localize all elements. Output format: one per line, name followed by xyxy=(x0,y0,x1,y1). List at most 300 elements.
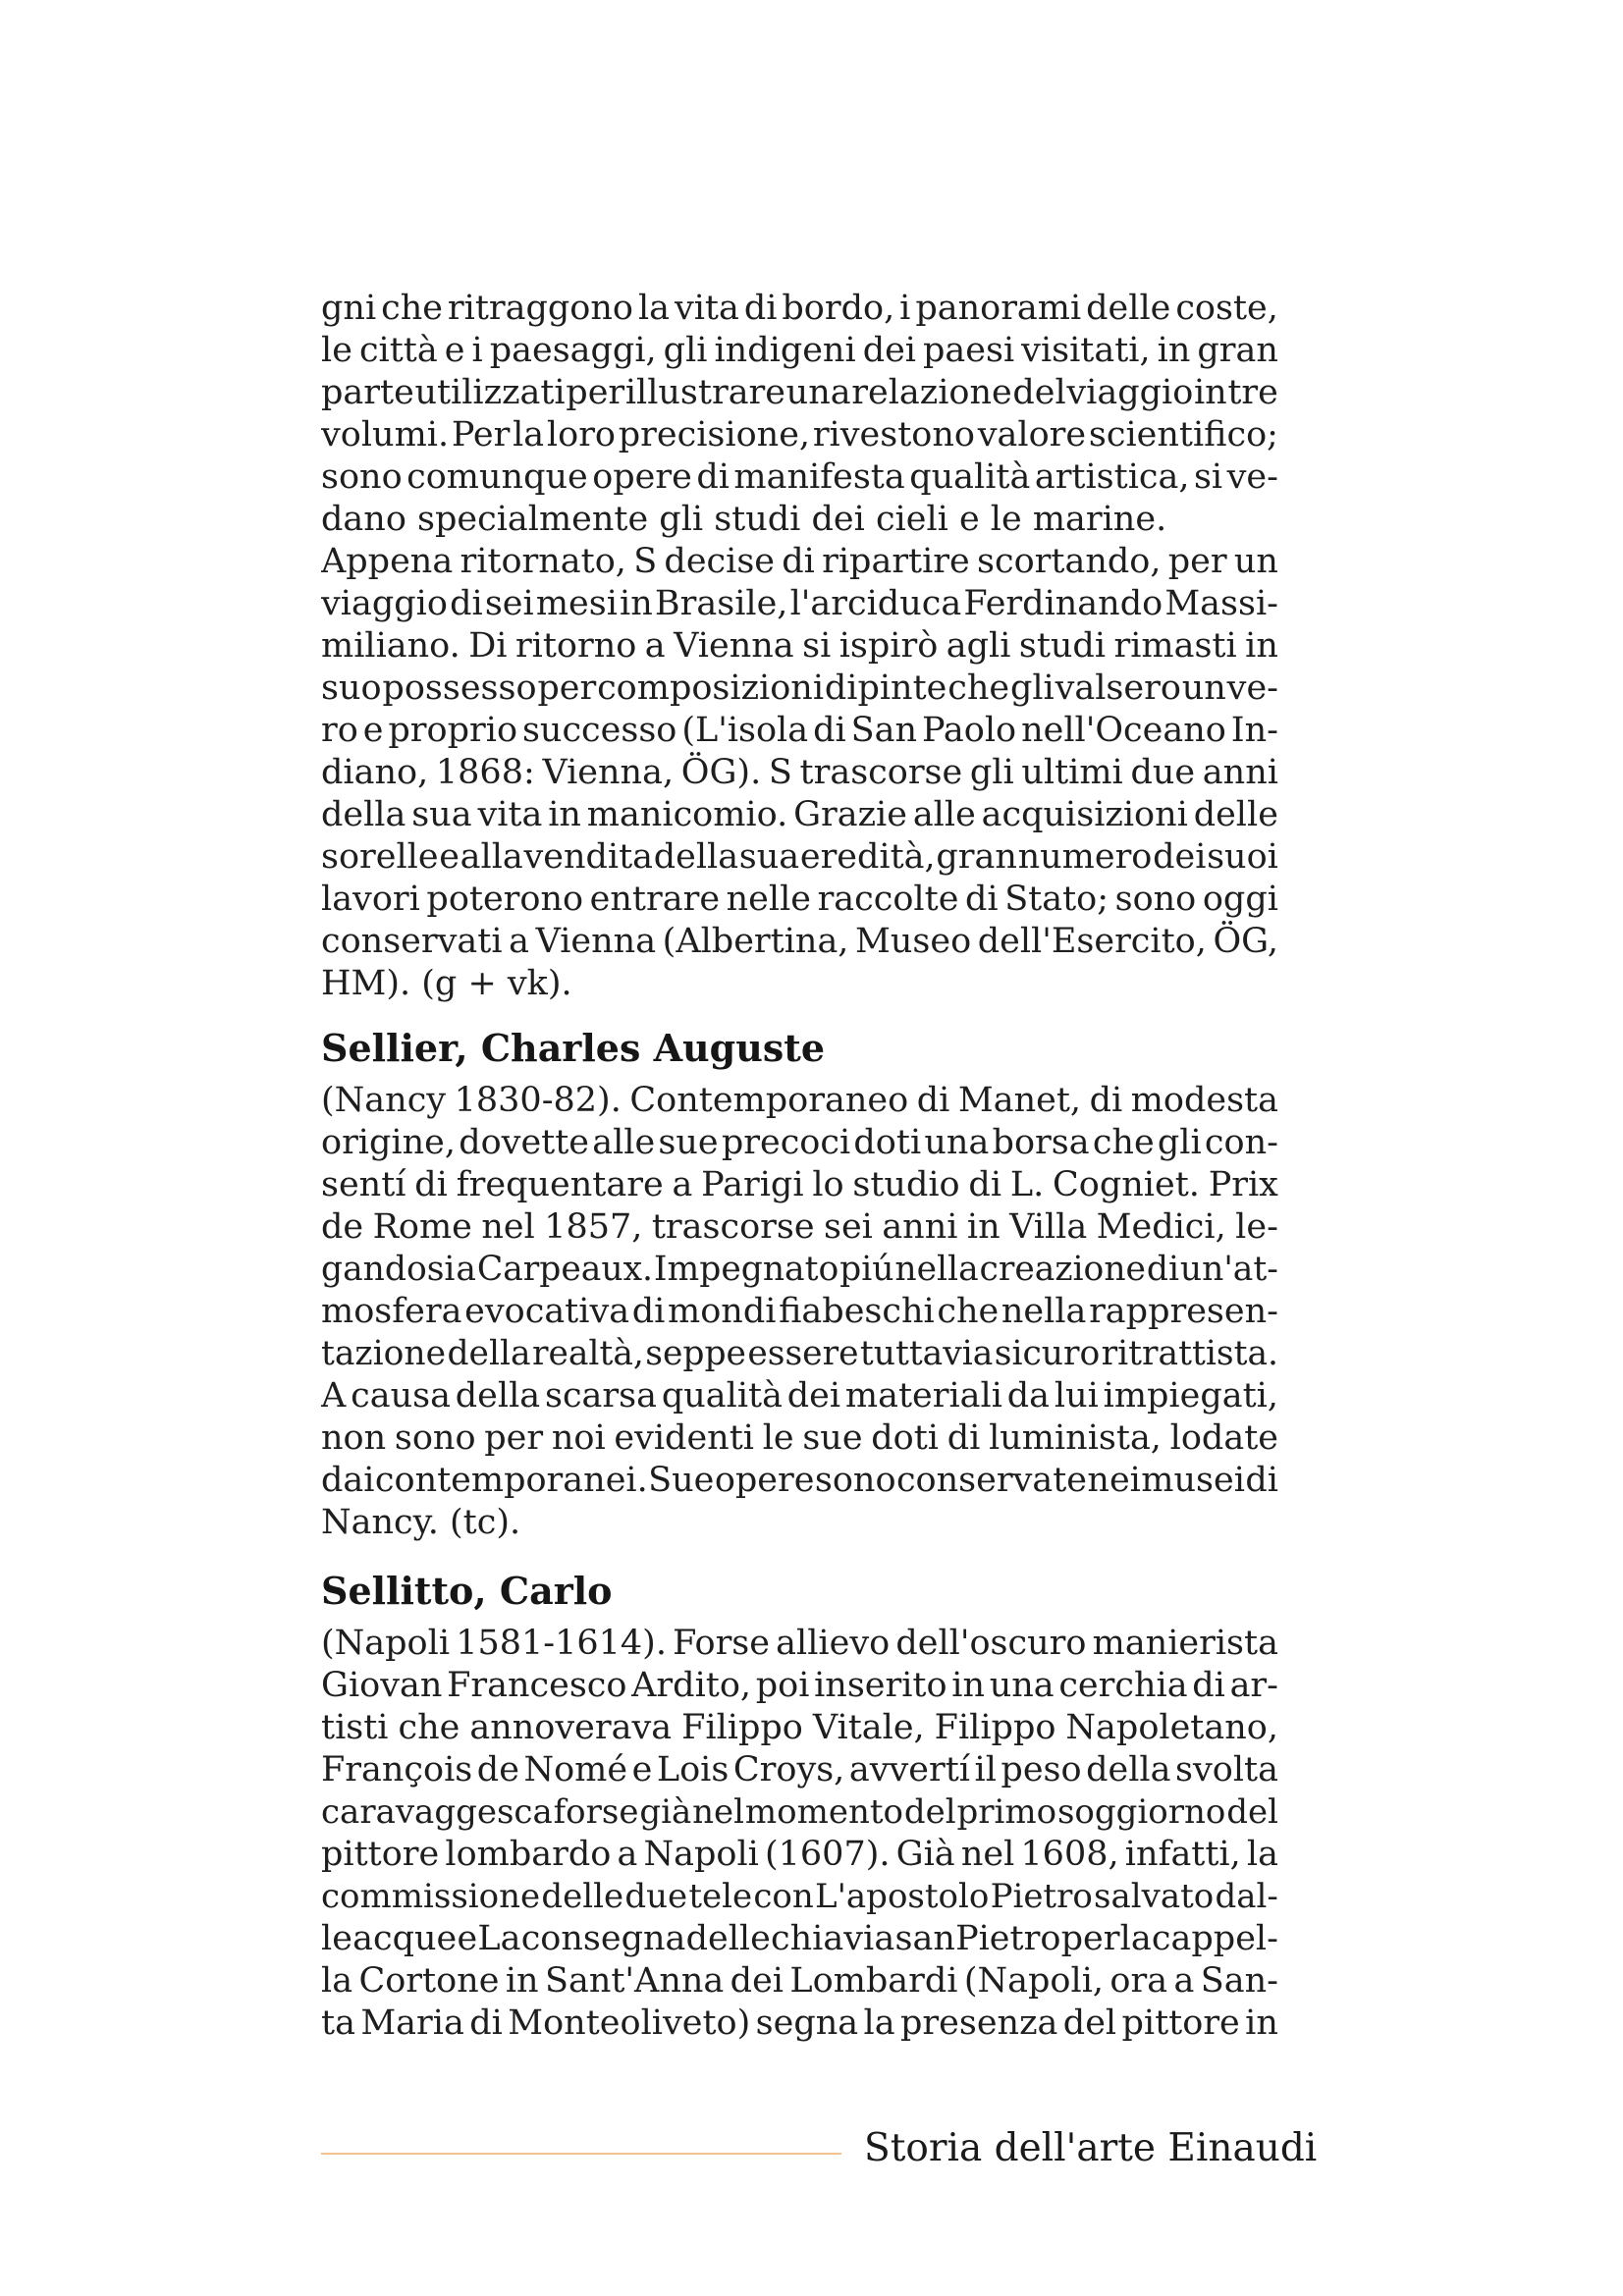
text-line xyxy=(321,287,1278,330)
word: proprio xyxy=(388,711,518,750)
word: (L'isola xyxy=(681,711,809,750)
word: Lombardi xyxy=(789,1961,958,2001)
word: composizioni xyxy=(597,668,825,708)
word: un'at- xyxy=(1179,1250,1278,1289)
word: 1830-82). xyxy=(454,1081,622,1120)
word: panorami xyxy=(915,289,1082,328)
word: di xyxy=(1245,1461,1278,1500)
word: delle xyxy=(541,1877,624,1916)
word: Napoletano, xyxy=(1065,1708,1278,1747)
word: rivestono xyxy=(812,415,975,454)
word: contemporanei. xyxy=(374,1461,648,1500)
word: da xyxy=(1006,1376,1051,1415)
word: la xyxy=(321,1961,353,2001)
text-line xyxy=(321,582,1278,625)
word: già xyxy=(639,1792,692,1832)
word: materiali xyxy=(844,1376,1002,1415)
word: gli xyxy=(1157,1123,1202,1162)
word: valsero xyxy=(1055,668,1181,708)
word: modesta xyxy=(1130,1081,1278,1120)
word: impiegati, xyxy=(1103,1376,1278,1415)
word: Stato; xyxy=(1004,880,1109,919)
word: i xyxy=(899,289,911,328)
word: Pietro xyxy=(990,1877,1093,1916)
word: paesi xyxy=(923,331,1015,370)
text-line xyxy=(321,413,1278,456)
word: trascorse xyxy=(651,1207,815,1247)
word: che xyxy=(381,289,443,328)
word: decise xyxy=(664,542,776,581)
word: due xyxy=(1130,753,1196,792)
word: sei xyxy=(824,1207,873,1247)
word: la xyxy=(637,289,671,328)
word: in xyxy=(966,1207,1001,1247)
word: di xyxy=(1192,1666,1225,1705)
word: qualità xyxy=(661,1376,783,1415)
word: luminista, xyxy=(989,1418,1162,1458)
text-line xyxy=(321,1664,1278,1707)
word: segna xyxy=(755,2003,859,2043)
word: in xyxy=(1245,2003,1278,2043)
word: le xyxy=(321,1919,352,1958)
word: de xyxy=(476,1750,519,1789)
word: Cortone xyxy=(358,1961,500,2001)
word: primo xyxy=(956,1792,1057,1832)
word: Già xyxy=(895,1835,955,1874)
word: delle xyxy=(1193,795,1278,834)
word: ta xyxy=(321,2003,355,2043)
word: nelle xyxy=(726,880,811,919)
word: indigeni xyxy=(714,331,856,370)
word: non xyxy=(321,1418,387,1458)
word: della xyxy=(653,837,739,877)
text-line xyxy=(321,1163,1278,1206)
word: Carpeaux. xyxy=(476,1250,653,1289)
word: sono xyxy=(814,1461,896,1500)
word: Ferdinando xyxy=(963,584,1163,623)
text-line xyxy=(321,793,1278,836)
word: e xyxy=(362,711,384,750)
word: piú xyxy=(839,1250,894,1289)
word: nel xyxy=(481,1207,535,1247)
word: cerchia xyxy=(1058,1666,1188,1705)
word: gni xyxy=(321,289,377,328)
word: Appena xyxy=(321,542,454,581)
word: pittore xyxy=(1121,2003,1240,2043)
word: Francesco xyxy=(447,1666,627,1705)
word: Brasile, xyxy=(654,584,788,623)
word: parte xyxy=(321,373,414,412)
word: diano, xyxy=(321,753,429,792)
word: nell'Oceano xyxy=(1021,711,1226,750)
text-line xyxy=(321,878,1278,921)
text-line: HM). (g + vk). xyxy=(321,964,572,1003)
text-line xyxy=(321,2002,1278,2045)
word: la xyxy=(863,2003,895,2043)
word: Vienna xyxy=(674,626,794,666)
word: precisione, xyxy=(618,415,811,454)
word: conservati xyxy=(321,922,503,961)
text-line xyxy=(321,1959,1278,2002)
word: peso xyxy=(1001,1750,1082,1789)
word: in xyxy=(505,1961,539,2001)
word: 1581-1614). xyxy=(456,1624,667,1663)
word: le xyxy=(762,1418,794,1458)
text-line xyxy=(321,1706,1278,1749)
word: Manet, xyxy=(957,1081,1082,1120)
word: ultimi xyxy=(1021,753,1123,792)
word: loro xyxy=(546,415,616,454)
word: le xyxy=(321,331,352,370)
word: con xyxy=(753,1877,814,1916)
word: Sant'Anna xyxy=(544,1961,725,2001)
word: de xyxy=(321,1207,364,1247)
text-line xyxy=(321,371,1278,414)
word: a xyxy=(874,1919,895,1958)
text-line xyxy=(321,1459,1278,1502)
word: Filippo xyxy=(934,1708,1056,1747)
word: della xyxy=(321,795,406,834)
word: dai xyxy=(321,1461,375,1500)
word: ritornato, xyxy=(460,542,626,581)
word: dell'Esercito, xyxy=(977,922,1207,961)
footer-title: Storia dell'arte Einaudi xyxy=(864,2126,1318,2170)
word: illustrare xyxy=(624,373,786,412)
word: suoi xyxy=(1207,837,1278,877)
text-line xyxy=(321,1875,1278,1918)
word: del xyxy=(1226,1792,1278,1832)
word: nella xyxy=(1001,1292,1087,1331)
word: caravaggesca xyxy=(321,1792,553,1832)
word: Massi- xyxy=(1164,584,1278,623)
word: eredità, xyxy=(799,837,936,877)
word: creazione xyxy=(979,1250,1146,1289)
word: 1857, xyxy=(544,1207,643,1247)
word: dei xyxy=(1153,837,1207,877)
word: realtà, xyxy=(531,1334,644,1373)
word: comunque xyxy=(406,457,588,497)
text-line xyxy=(321,1079,1278,1122)
word: 1868: xyxy=(435,753,535,792)
word: evidenti xyxy=(614,1418,754,1458)
word: sua xyxy=(738,837,800,877)
word: Vitale, xyxy=(812,1708,925,1747)
word: trascorse xyxy=(799,753,963,792)
word: oggi xyxy=(1202,880,1278,919)
word: S xyxy=(768,753,792,792)
word: per xyxy=(537,668,597,708)
word: Grazie xyxy=(793,795,907,834)
word: di xyxy=(947,1418,981,1458)
word: gli xyxy=(663,331,708,370)
word: dovette xyxy=(459,1123,590,1162)
word: Paolo xyxy=(921,711,1017,750)
text-line xyxy=(321,1790,1278,1834)
word: Contemporaneo xyxy=(629,1081,909,1120)
word: evocativa xyxy=(464,1292,630,1331)
word: Cogniet. xyxy=(1053,1165,1200,1204)
word: di xyxy=(696,457,730,497)
word: rappresen- xyxy=(1089,1292,1278,1331)
word: del xyxy=(1062,2003,1117,2043)
word: rimasti xyxy=(1113,626,1237,666)
word: gran xyxy=(936,837,1017,877)
word: noi xyxy=(551,1418,606,1458)
word: alla xyxy=(460,837,523,877)
word: le- xyxy=(1235,1207,1278,1247)
word: volumi. xyxy=(321,415,450,454)
word: della xyxy=(447,1334,531,1373)
word: di xyxy=(968,1165,1002,1204)
word: si xyxy=(802,626,832,666)
word: essere xyxy=(747,1334,859,1373)
text-line xyxy=(321,1917,1278,1960)
word: sentí xyxy=(321,1165,406,1204)
word: delle xyxy=(1086,289,1171,328)
word: momento xyxy=(744,1792,903,1832)
word: vendita xyxy=(523,837,654,877)
word: di xyxy=(916,1081,950,1120)
text-line xyxy=(321,540,1278,583)
word: che xyxy=(947,668,1010,708)
word: viaggio xyxy=(1066,373,1194,412)
word: commissione xyxy=(321,1877,541,1916)
word: nella xyxy=(894,1250,979,1289)
word: la xyxy=(1119,1919,1152,1958)
word: per xyxy=(484,1418,544,1458)
word: sono xyxy=(394,1418,476,1458)
text-line xyxy=(321,1290,1278,1333)
word: bordo, xyxy=(782,289,895,328)
word: alle xyxy=(912,795,976,834)
word: di xyxy=(1089,1081,1123,1120)
word: manicomio. xyxy=(586,795,788,834)
word: successo xyxy=(521,711,677,750)
word: presenza xyxy=(900,2003,1058,2043)
word: sua xyxy=(411,795,472,834)
word: doti xyxy=(871,1418,940,1458)
word: nel xyxy=(960,1835,1015,1874)
word: ritraggono xyxy=(447,289,633,328)
word: cappel- xyxy=(1151,1919,1278,1958)
word: borsa xyxy=(992,1123,1090,1162)
word: della xyxy=(455,1376,541,1415)
word: qualità xyxy=(909,457,1031,497)
word: san xyxy=(894,1919,955,1958)
word: ripartire xyxy=(822,542,970,581)
word: delle xyxy=(685,1919,771,1958)
word: valore xyxy=(977,415,1087,454)
word: annoverava xyxy=(469,1708,673,1747)
word: conservate xyxy=(895,1461,1087,1500)
word: e xyxy=(439,837,460,877)
word: Vienna, xyxy=(542,753,675,792)
word: inserito xyxy=(814,1666,947,1705)
word: L'apostolo xyxy=(814,1877,990,1916)
word: in xyxy=(1193,373,1227,412)
word: lombardo xyxy=(445,1835,612,1874)
word: frequentare xyxy=(456,1165,664,1204)
word: (Albertina, xyxy=(662,922,849,961)
text-line xyxy=(321,455,1278,499)
text-line xyxy=(321,1748,1278,1791)
word: tele xyxy=(688,1877,753,1916)
text-line xyxy=(321,751,1278,794)
word: studio xyxy=(852,1165,960,1204)
word: Pietro xyxy=(955,1919,1061,1958)
word: Medici, xyxy=(1096,1207,1226,1247)
word: una xyxy=(989,1666,1055,1705)
word: i xyxy=(471,331,483,370)
word: per xyxy=(1167,542,1227,581)
word: opere xyxy=(592,457,692,497)
word: mondi xyxy=(668,1292,777,1331)
word: di xyxy=(450,584,483,623)
word: seppe xyxy=(645,1334,746,1373)
text-line xyxy=(321,920,1278,963)
word: precoci xyxy=(721,1123,851,1162)
word: gli xyxy=(1009,668,1055,708)
word: dei xyxy=(730,1961,784,2001)
word: A xyxy=(321,1376,347,1415)
word: allievo xyxy=(776,1624,891,1663)
word: dal- xyxy=(1215,1877,1278,1916)
word: dei xyxy=(786,1376,841,1415)
word: fiabeschi xyxy=(779,1292,935,1331)
word: il xyxy=(974,1750,997,1789)
word: opere xyxy=(714,1461,815,1500)
word: mosfera xyxy=(321,1292,462,1331)
word: Forse xyxy=(673,1624,770,1663)
word: a xyxy=(456,1250,476,1289)
word: di xyxy=(782,542,815,581)
text-line xyxy=(321,1374,1278,1417)
word: manifesta xyxy=(733,457,905,497)
word: in xyxy=(548,795,581,834)
word: miliano. xyxy=(321,626,460,666)
word: Rome xyxy=(372,1207,472,1247)
word: a xyxy=(617,1835,638,1874)
text-line xyxy=(321,624,1278,667)
text-line xyxy=(321,1416,1278,1460)
word: poterono xyxy=(426,880,584,919)
word: ÖG, xyxy=(1213,922,1278,961)
word: lodate xyxy=(1169,1418,1278,1458)
text-line xyxy=(321,1332,1278,1375)
word: Vienna xyxy=(535,922,657,961)
word: di xyxy=(965,880,999,919)
word: del xyxy=(903,1792,956,1832)
word: di xyxy=(743,289,778,328)
word: di xyxy=(1146,1250,1179,1289)
text-line xyxy=(321,329,1278,372)
word: di xyxy=(414,1165,448,1204)
word: sue xyxy=(802,1418,863,1458)
word: mesi xyxy=(535,584,618,623)
word: San xyxy=(850,711,917,750)
text-line xyxy=(321,1205,1278,1249)
text-line xyxy=(321,709,1278,752)
word: e xyxy=(631,1750,653,1789)
word: (Napoli xyxy=(321,1624,451,1663)
word: In- xyxy=(1230,711,1278,750)
word: una xyxy=(924,1123,990,1162)
word: ritrattista. xyxy=(1101,1334,1278,1373)
word: ritorno xyxy=(514,626,637,666)
word: la xyxy=(513,415,545,454)
word: infatti, xyxy=(1124,1835,1241,1874)
word: Museo xyxy=(855,922,972,961)
text-line xyxy=(321,835,1278,879)
word: lavori xyxy=(321,880,420,919)
word: Maria xyxy=(360,2003,464,2043)
word: sono xyxy=(321,457,403,497)
word: 1608, xyxy=(1020,1835,1119,1874)
word: ispirò xyxy=(839,626,939,666)
word: un xyxy=(1233,542,1278,581)
word: Per xyxy=(451,415,511,454)
word: sei xyxy=(484,584,534,623)
word: due xyxy=(624,1877,688,1916)
word: Prix xyxy=(1208,1165,1278,1204)
word: gandosi xyxy=(321,1250,456,1289)
word: di xyxy=(631,1292,666,1331)
word: sue xyxy=(658,1123,719,1162)
word: Giovan xyxy=(321,1666,443,1705)
word: San- xyxy=(1200,1961,1278,2001)
word: numero xyxy=(1017,837,1153,877)
word: sicuro xyxy=(994,1334,1101,1373)
word: in xyxy=(951,1666,985,1705)
word: lo xyxy=(812,1165,844,1204)
word: l'arciduca xyxy=(789,584,962,623)
word: ora xyxy=(1109,1961,1168,2001)
word: raccolte xyxy=(817,880,959,919)
word: soggiorno xyxy=(1056,1792,1226,1832)
word: coste, xyxy=(1175,289,1278,328)
word: avvertí xyxy=(848,1750,970,1789)
word: (Napoli, xyxy=(963,1961,1105,2001)
word: svolta xyxy=(1175,1750,1278,1789)
word: vita xyxy=(674,289,739,328)
word: scarsa xyxy=(544,1376,657,1415)
word: tisti xyxy=(321,1708,389,1747)
word: che xyxy=(937,1292,1000,1331)
text-line xyxy=(321,1248,1278,1291)
word: paesaggi, xyxy=(489,331,657,370)
word: origine, xyxy=(321,1123,456,1162)
text-line xyxy=(321,1121,1278,1164)
word: lui xyxy=(1054,1376,1099,1415)
word: ro xyxy=(321,711,358,750)
word: agli xyxy=(946,626,1011,666)
word: Di xyxy=(468,626,508,666)
text-line: dano specialmente gli studi dei cieli e le marine. xyxy=(321,500,1167,539)
word: che xyxy=(398,1708,460,1747)
word: nel xyxy=(692,1792,745,1832)
word: acque xyxy=(352,1919,458,1958)
word: Villa xyxy=(1009,1207,1088,1247)
word: sono xyxy=(1114,880,1197,919)
word: in xyxy=(1245,626,1278,666)
word: viaggio xyxy=(321,584,448,623)
word: (1607). xyxy=(764,1835,891,1874)
word: L. xyxy=(1009,1165,1045,1204)
word: che xyxy=(1092,1123,1155,1162)
word: pittore xyxy=(321,1835,440,1874)
word: musei xyxy=(1141,1461,1245,1500)
word: per xyxy=(566,373,625,412)
